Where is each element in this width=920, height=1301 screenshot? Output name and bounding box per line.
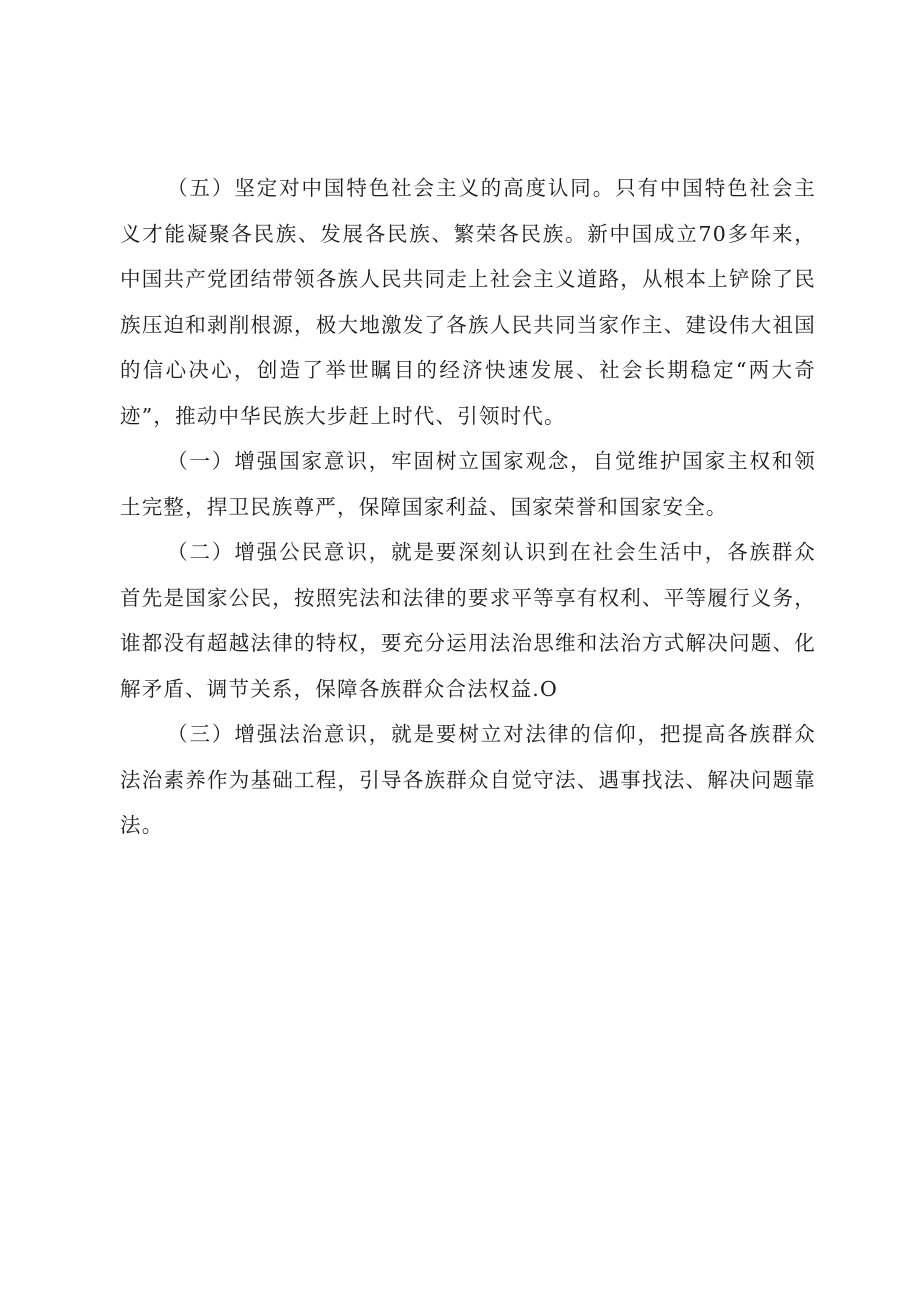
- paragraph-two-citizen-awareness: （二）增强公民意识，就是要深刻认识到在社会生活中，各族群众首先是国家公民，按照宪法和法律的要求平等享有权利、平等履行义务，谁都没有超越法律的特权，要充分运用法治思维和法治方式解决问题、化解矛盾、调节关系，保障各族群众合法权益.O: [120, 540, 816, 701]
- paragraph-five-socialism: （五）坚定对中国特色社会主义的高度认同。只有中国特色社会主义才能凝聚各民族、发展各民族、繁荣各民族。新中国成立70多年来，中国共产党团结带领各族人民共同走上社会主义道路，从根本上铲除了民族压迫和剥削根源，极大地激发了各族人民共同当家作主、建设伟大祖国的信心决心，创造了举世瞩目的经济快速发展、社会长期稳定“两大奇迹”，推动中华民族大步赶上时代、引领时代。: [120, 176, 816, 428]
- paragraph-three-rule-of-law: （三）增强法治意识，就是要树立对法律的信仰，把提高各族群众法治素养作为基础工程，引导各族群众自觉守法、遇事找法、解决问题靠法。: [120, 722, 816, 837]
- document-body: [120, 166, 816, 849]
- paragraph-one-national-awareness: （一）增强国家意识，牢固树立国家观念，自觉维护国家主权和领土完整，捍卫民族尊严，保障国家利益、国家荣誉和国家安全。: [120, 449, 816, 519]
